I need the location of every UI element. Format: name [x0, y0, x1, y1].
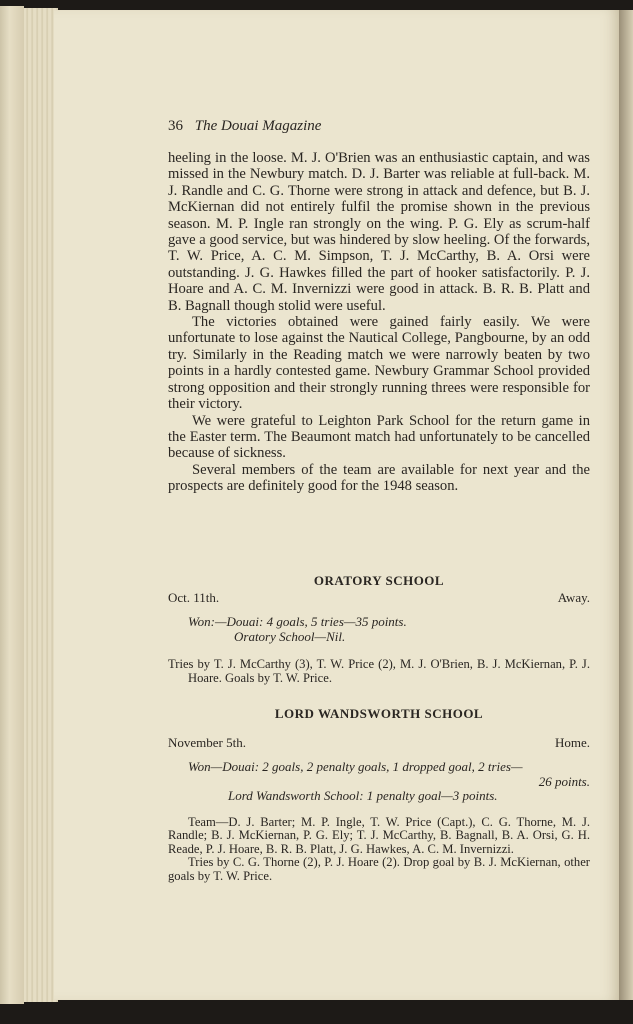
paragraph-1: heeling in the loose. M. J. O'Brien was an enthusiastic captain, and was missed in the Newbury match. D. J. Barter was reliable at full-back. M. J. Randle and C. G. Thorne were strong in attack and defence, but B. J. McKiernan did not entirely fulfil the promise shown in the previous season. M. P. Ingle ran strongly on the wing. P. G. Ely as scrum-half gave a good service, but was hindered by slow heeling. Of the forwards, T. W. Price, A. C. M. Simpson, T. J. McCarthy, B. A. Orsi were outstanding. J. G. Hawkes filled the part of hooker satisfactorily. P. J. Hoare and A. C. M. Invernizzi were good in attack. B. R. B. Platt and B. Bagnall though stolid were useful. — [168, 150, 590, 314]
magazine-title: The Douai Magazine — [194, 118, 322, 134]
match-team: Team—D. J. Barter; M. P. Ingle, T. W. Price (Capt.), C. G. Thorne, M. J. Randle; B. J. McKiernan, P. G. Ely; T. J. McCarthy, B. Bagnall, B. A. Orsi, G. H. Reade, P. J. Hoare, B. R. B. Platt, J. G. Hawkes, A. C. M. Invernizzi. — [168, 814, 590, 856]
match-lord-wandsworth — [168, 707, 590, 883]
page-stack-edges — [24, 8, 58, 1002]
match-heading: ORATORY SCHOOL — [313, 573, 445, 588]
match-dateline — [168, 591, 590, 606]
paragraph-2: The victories obtained were gained fairly easily. We were unfortunate to lose against the Nautical College, Pangbourne, by an odd try. Similarly in the Reading match we were narrowly beaten by two points in a hardly contested game. Newbury Grammar School provided strong opposition and their strongly running threes were responsible for their victory. — [168, 314, 590, 413]
match-scorers: Tries by T. J. McCarthy (3), T. W. Price (2), M. J. O'Brien, B. J. McKiernan, P. J. Hoare. Goals by T. W. Price. — [168, 657, 590, 685]
page-number: 36 — [168, 118, 183, 134]
match-result — [168, 760, 590, 804]
article-body — [168, 150, 590, 495]
result-line: Oratory School—Nil. — [234, 628, 346, 644]
match-date: November 5th. — [168, 734, 246, 750]
result-line: Won—Douai: 2 goals, 2 penalty goals, 1 dropped goal, 2 tries— — [188, 759, 523, 774]
right-page-rim — [619, 10, 633, 1000]
match-result — [168, 615, 590, 644]
match-date: Oct. 11th. — [168, 589, 220, 605]
match-heading: LORD WANDSWORTH SCHOOL — [274, 706, 484, 721]
result-line: Won:—Douai: 4 goals, 5 tries—35 points. — [188, 614, 407, 629]
match-dateline — [168, 736, 590, 751]
match-oratory — [168, 574, 590, 685]
result-line: Lord Wandsworth School: 1 penalty goal—3 points. — [228, 788, 498, 803]
paragraph-4: Several members of the team are available for next year and the prospects are definitely good for the 1948 season. — [168, 461, 590, 495]
left-page-edge — [0, 6, 24, 1004]
running-head — [168, 118, 321, 135]
match-venue: Away. — [557, 589, 590, 605]
match-scorers: Tries by C. G. Thorne (2), P. J. Hoare (2). Drop goal by B. J. McKiernan, other goals by T. W. Price. — [168, 855, 590, 883]
match-venue: Home. — [554, 734, 590, 750]
result-line: 26 points. — [538, 773, 590, 789]
paragraph-3: We were grateful to Leighton Park School for the return game in the Easter term. The Beaumont match had unfortunately to be cancelled because of sickness. — [168, 412, 590, 462]
